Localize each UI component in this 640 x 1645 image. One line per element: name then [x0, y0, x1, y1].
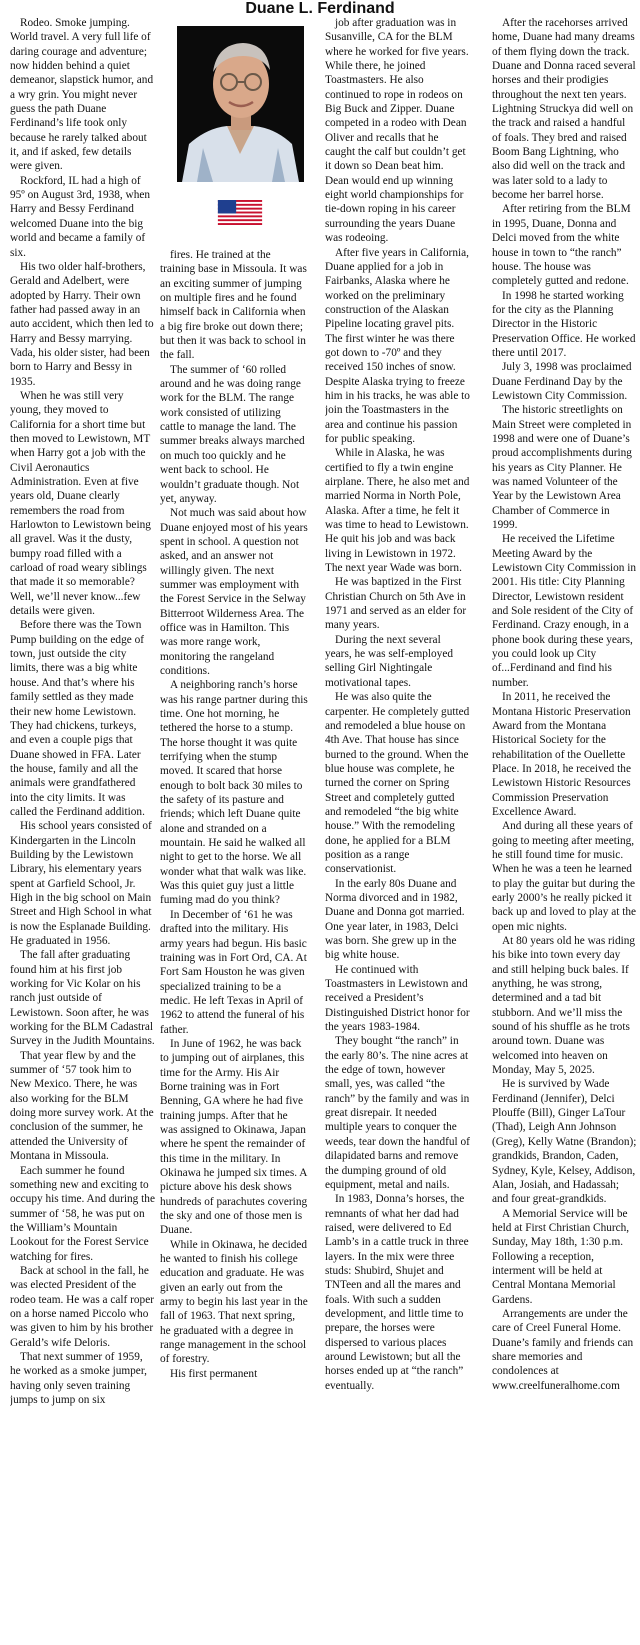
paragraph: His school years consisted of Kindergarten in the Lincoln Building by the Lewistown Library, his elementary years spent at Garfield School, Jr. High in the big school on Main Street and High School in what is now the Esplanade Building. He graduated in 1956. [10, 820, 152, 947]
paragraph: Each summer he found something new and exciting to occupy his time. And during the summer of ‘58, he was put on the William’s Mountain Lookout for the Forest Service watching for fires. [10, 1164, 155, 1263]
paragraph: Rodeo. Smoke jumping. World travel. A very full life of daring courage and adventure; now hidden behind a quiet demeanor, slapstick humor, and a wry grin. You might never guess the path Duane Ferdinand’s life took only because he rarely talked about it, and if asked, few details were given. [10, 17, 154, 173]
paragraph: July 3, 1998 was proclaimed Duane Ferdinand Day by the Lewistown City Commission. [492, 361, 632, 402]
page-title: Duane L. Ferdinand [245, 0, 395, 17]
paragraph: After five years in California, Duane applied for a job in Fairbanks, Alaska where he worked on the preliminary construction of the Alaskan Pipeline locating gravel pits. The first winter he was there got down to -70º and they received 150 inches of snow. Despite Alaska trying to freeze him in his tracks, he was able to join the Toastmasters in the area and continue his passion for public speaking. [325, 246, 470, 445]
paragraph: His first permanent [170, 1367, 258, 1380]
portrait-photo [177, 26, 304, 182]
paragraph: Back at school in the fall, he was elected President of the rodeo team. He was a calf roper on a horse named Piccolo who was given to him by his brother Gerald’s wife Deloris. [10, 1264, 154, 1349]
paragraph: Before there was the Town Pump building on the edge of town, just outside the city limits, there was a big white house. And that’s where his family settled as they made their new home Lewistown. They had chickens, turkeys, and even a couple pigs that Duane showed in FFA. Later the house, family and all the animals were grandfathered into the city limits. It was called the Ferdinand addition. [10, 619, 145, 818]
paragraph: In December of ‘61 he was drafted into the military. His army years had begun. His basic training was in Fort Ord, CA. At Fort Sam Houston he was given specialized training to be a medic. He left Texas in April of 1962 to attend the funeral of his father. [160, 908, 307, 1036]
paragraph: He was also quite the carpenter. He completely gutted and remodeled a blue house on 4th Ave. That house has since burned to the ground. When the blue house was complete, he turned the corner on Spring Street and completely gutted and remodeled “the big white house.” With the remodeling done, he applied for a BLM position as a range conservationist. [325, 691, 470, 876]
paragraph: In June of 1962, he was back to jumping out of airplanes, this time for the Army. His Air Borne training was in Fort Benning, GA where he had five training jumps. After that he was assigned to Okinawa, Japan where he spent the remainder of this time in the military. In Okinawa he jumped six times. A picture above his desk shows hundreds of parachutes covering the sky and one of those men is Duane. [160, 1037, 308, 1237]
paragraph: Rockford, IL had a high of 95º on August 3rd, 1938, when Harry and Bessy Ferdinand welcomed Duane into the big world and became a family of six. [10, 174, 151, 259]
paragraph: When he was still very young, they moved to California for a short time but then moved to Lewistown, MT when Harry got a job with the Civil Aeronautics Administration. Even at five years old, Duane clearly remembers the road from Harlowton to Lewistown being all gravel. Was it the dusty, bumpy road filled with a carload of road weary siblings that made it so memorable? Well, we’ll never know...few details were given. [10, 389, 151, 618]
paragraph: After the racehorses arrived home, Duane had many dreams of them flying down the track. Duane and Donna raced several horses and their prodigies throughout the next ten years. Lightning Struckya did well on the track and raised a handful of foals. They bred and raised Boom Bang Lightning, who also did well on the track and was later sold to a lady to become her barrel horse. [492, 17, 636, 202]
paragraph: He is survived by Wade Ferdinand (Jennifer), Delci Plouffe (Bill), Ginger LaTour (Thad), Leigh Ann Johnson (Greg), Kelly Watne (Brandon); grandkids, Brandon, Caden, Sydney, Kyle, Kelsey, Addison, Alan, Josiah, and Hadassah; and four great-grandkids. [492, 1078, 637, 1206]
paragraph: A neighboring ranch’s horse was his range partner during this time. One hot morning, he tethered the horse to a stump. The horse thought it was quite terrifying when the stump moved. It scared that horse enough to bolt back 30 miles to the safety of its pasture and friends; which left Duane quite alone and stranded on a mountain. He said he walked all night to get to the horse. We all wonder what that walk was like. Was this quiet guy just a little fuming mad do you think? [160, 679, 308, 907]
paragraph: Arrangements are under the care of Creel Funeral Home. Duane’s family and friends can share memories and condolences at www.creelfuneralhome.com [492, 1307, 634, 1392]
paragraph: The summer of ‘60 rolled around and he was doing range work for the BLM. The range work consisted of utilizing cattle to manage the land. The summer breaks always marched on much too quickly and he went back to school. He wouldn’t graduate though. Not yet, anyway. [160, 363, 305, 505]
paragraph: He continued with Toastmasters in Lewistown and received a President’s Distinguished District honor for the years 1983-1984. [325, 963, 470, 1034]
paragraph: In 1983, Donna’s horses, the remnants of what her dad had raised, were delivered to Ed Lamb’s in a cattle truck in three layers. In the mix were three studs: Shubird, Shujet and TNTeen and all the mares and foals. With such a sudden development, and little time to prepare, the horses were dispersed to various places around Lewistown; but all the horses ended up at “the ranch” eventually. [325, 1193, 469, 1392]
paragraph: In 2011, he received the Montana Historic Preservation Award from the Montana Historical Society for the rehabilitation of the Ouellette Place. In 2018, he received the Lewistown Historic Resources Commission Preservation Excellence Award. [492, 691, 631, 818]
paragraph: The fall after graduating found him at his first job working for Vic Kolar on his ranch just outside of Lewistown. Soon after, he was working for the BLM Cadastral Survey in the Judith Mountains. [10, 949, 155, 1048]
paragraph: fires. He trained at the training base in Missoula. It was an exciting summer of jumping on multiple fires and he found himself back in California when a big fire broke out down there; but then it was back to school in the fall. [160, 249, 307, 362]
paragraph: He received the Lifetime Meeting Award by the Lewistown City Commission in 2001. His title: City Planning Director, Lewistown resident and Sole resident of the City of Ferdinand. Crazy enough, in a phone book during these years, you could look up City of...Ferdinand and find his number. [492, 533, 637, 689]
paragraph: And during all these years of going to meeting after meeting, he still found time for music. When he was a teen he learned to play the guitar but during the early 2000’s he really picked it back up and loved to play at the open mic nights. [492, 820, 636, 933]
paragraph: While in Alaska, he was certified to fly a twin engine airplane. There, he also met and married Norma in North Pole, Alaska. After a time, he felt it was time to head to Lewistown. He quit his job and was back living in Lewistown in 1972. The next year Wade was born. [325, 447, 470, 575]
paragraph: While in Okinawa, he decided he wanted to finish his college education and graduate. He was given an early out from the army to begin his last year in the fall of 1963. That next spring, he graduated with a degree in range management in the school of forestry. [160, 1238, 308, 1366]
paragraph: At 80 years old he was riding his bike into town every day and still helping buck bales. If anything, he was strong, determined and a tad bit stubborn. And we’ll miss the sound of his shuffle as he trots around town. Duane was welcomed into heaven on Monday, May 5, 2025. [492, 935, 636, 1077]
paragraph: The historic streetlights on Main Street were completed in 1998 and were one of Duane’s proud accomplishments during his years as City Planner. He was named Volunteer of the Year by the Lewistown Area Chamber of Commerce in 1999. [492, 404, 632, 532]
paragraph: job after graduation was in Susanville, CA for the BLM where he worked for five years. While there, he joined Toastmasters. He also continued to rope in rodeos on Big Buck and Zipper. Duane competed in a rodeo with Dean Oliver and recalls that he caught the calf but couldn’t get it down so Dean beat him. Dean would end up winning eight world championships for tie-down roping in his career surrounding the years Duane was rodeoing. [325, 17, 469, 245]
paragraph: That year flew by and the summer of ‘57 took him to New Mexico. There, he was also working for the BLM doing more survey work. At the conclusion of the summer, he attended the University of Montana in Missoula. [10, 1049, 154, 1163]
paragraph: In 1998 he started working for the city as the Planning Director in the Historic Preservation Office. He worked there until 2017. [492, 289, 636, 359]
paragraph: His two older half-brothers, Gerald and Adelbert, were adopted by Harry. Their own father had passed away in an auto accident, which then led to Harry and Bessy marrying. Vada, his older sister, had been born to Harry and Bessy in 1935. [10, 260, 154, 388]
paragraph: Not much was said about how Duane enjoyed most of his years spent in school. A question not asked, and an answer not willingly given. The next summer was employment with the Forest Service in the Selway Bitterroot Wilderness Area. The office was in Hamilton. This was more range work, monitoring the rangeland conditions. [160, 507, 308, 677]
article-column-3 [325, 16, 470, 1641]
paragraph: In the early 80s Duane and Norma divorced and in 1982, Duane and Donna got married. One year later, in 1983, Delci was born. She grew up in the big white house. [325, 877, 465, 962]
article-column-2 [160, 248, 308, 1641]
paragraph: That next summer of 1959, he worked as a smoke jumper, having only seven training jumps to jump on six [10, 1350, 147, 1406]
american-flag-icon [217, 200, 263, 225]
article-column-1 [10, 16, 155, 1641]
paragraph: A Memorial Service will be held at First Christian Church, Sunday, May 18th, 1:30 p.m. Following a reception, interment will be held at Central Montana Memorial Gardens. [492, 1207, 630, 1306]
paragraph: He was baptized in the First Christian Church on 5th Ave in 1971 and served as an elder for many years. [325, 576, 467, 632]
article-column-4 [492, 16, 637, 1641]
paragraph: They bought “the ranch” in the early 80’s. The nine acres at the edge of town, however small, yes, was called “the ranch” by the family and was in great disrepair. It needed multiple years to conquer the weeds, tear down the handful of dilapidated barns and remove the dumping ground of old equipment, metal and nails. [325, 1035, 470, 1191]
portrait-illustration [177, 26, 304, 182]
paragraph: After retiring from the BLM in 1995, Duane, Donna and Delci moved from the white house in town to “the ranch” house. The house was completely gutted and redone. [492, 203, 631, 288]
paragraph: During the next several years, he was self-employed selling Girl Nightingale motivational tapes. [325, 633, 453, 689]
